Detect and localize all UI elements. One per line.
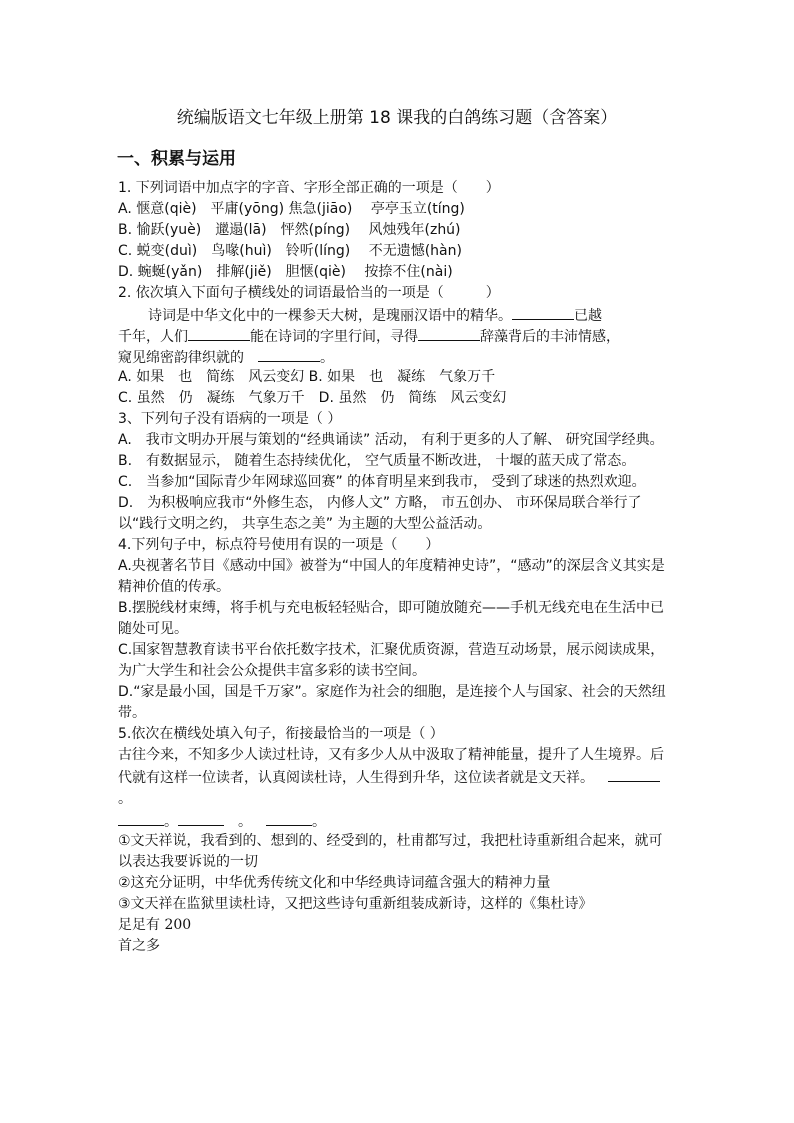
q2-stem: 2. 依次填入下面句子横线处的词语最恰当的一项是（ ） [118,285,500,301]
q5-blank-2 [118,810,164,826]
section-heading: 一、积累与运用 [117,149,236,169]
q3-option-b: B. 有数据显示， 随着生态持续优化， 空气质量不断改进， 十堰的蓝天成了常态。 [118,453,636,469]
q2-passage-text: 。 [320,350,334,366]
q1-option-c: C. 蜕变(duì) 鸟喙(huì) 铃听(líng) 不无遗憾(hàn) [118,243,462,259]
q1-option-a: A. 惬意(qiè) 平庸(yōng) 焦急(jiāo) 亭亭玉立(tíng) [118,201,465,217]
q2-blank-1 [512,304,574,320]
q2-blank-3 [418,325,480,341]
q2-passage-line-3 [118,346,676,367]
q5-blank-sep: 。 [164,814,178,830]
q5-blank-sep: 。 [312,814,326,830]
q2-blank-2 [188,325,250,341]
q1-option-d: D. 蜿蜒(yǎn) 排解(jiě) 胆惬(qiè) 按捺不住(nài) [118,264,453,280]
q4-option-a: A.央视著名节目《感动中国》被誉为“中国人的年度精神史诗”，“感动”的深层含义其实是精神价值的传承。 [118,558,665,595]
q1-stem: 1. 下列词语中加点字的字音、字形全部正确的一项是（ ） [118,180,500,196]
q5-passage-end: 。 [118,791,132,807]
q2-passage-text: 辞藻背后的丰沛情感， [480,329,620,345]
q3-option-a: A. 我市文明办开展与策划的“经典诵读” 活动， 有利于更多的人了解、 研究国学经典。 [118,432,664,448]
q4-option-b: B.摆脱线材束缚，将手机与充电板轻轻贴合，即可随放随充——手机无线充电在生活中已随处可见。 [118,600,665,637]
q2-passage-text: 已越 [574,308,602,324]
q5-passage-text: 古往今来，不知多少人读过杜诗，又有多少人从中汲取了精神能量，提升了人生境界。后代就有这样一位读者，认真阅读杜诗，人生得到升华，这位读者就是文天祥。 [118,747,664,786]
q3-option-d: D. 为积极响应我市“外修生态， 内修人文” 方略， 市五创办、 市环保局联合举行了以“践行文明之约， 共享生态之美” 为主题的大型公益活动。 [118,495,642,532]
q2-passage-line-1 [118,304,676,325]
q2-blank-4 [258,346,320,362]
q3-stem: 3、下列句子没有语病的一项是（ ） [118,411,342,427]
q5-stem: 5.依次在横线处填入句子，衔接最恰当的一项是（ ） [118,726,444,742]
q5-blank-1 [608,766,660,782]
q3-option-c: C. 当参加“国际青少年网球巡回赛” 的体育明星来到我市， 受到了球迷的热烈欢迎。 [118,474,646,490]
q5-sentence-3-cont: 足足有 200 [118,917,192,933]
document-body [118,178,676,957]
q2-passage-text: 窥见绵密韵律织就的 [118,350,244,366]
q4-stem: 4.下列句子中，标点符号使用有误的一项是（ ） [118,537,440,553]
q5-blank-row [118,810,676,831]
q4-option-c: C.国家智慧教育读书平台依托数字技术，汇聚优质资源，营造互动场景，展示阅读成果，为广大学生和社会公众提供丰富多彩的读书空间。 [118,642,665,679]
q5-blank-4 [266,810,312,826]
q5-sentence-3-end: 首之多 [118,938,160,954]
q1-option-b: B. 愉跃(yuè) 邋遢(lā) 怦然(píng) 风烛残年(zhú) [118,222,461,238]
document-title: 统编版语文七年级上册第 18 课我的白鸽练习题（含答案） [176,108,618,128]
q2-options-ab: A. 如果 也 简练 风云变幻 B. 如果 也 凝练 气象万千 [118,369,496,385]
q2-passage-text: 能在诗词的字里行间，寻得 [250,329,418,345]
q5-blank-sep: 。 [238,814,252,830]
q4-option-d: D.“家是最小国，国是千万家”。家庭作为社会的细胞，是连接个人与国家、社会的天然纽带。 [118,684,666,721]
q5-passage [118,745,676,810]
q2-passage-line-2 [118,325,676,346]
q5-blank-3 [178,810,224,826]
q5-sentence-2: ②这充分证明，中华优秀传统文化和中华经典诗词蕴含强大的精神力量 [118,875,551,891]
q5-sentence-3: ③文天祥在监狱里读杜诗，又把这些诗句重新组装成新诗，这样的《集杜诗》 [118,896,593,912]
q2-options-cd: C. 虽然 仍 凝练 气象万千 D. 虽然 仍 简练 风云变幻 [118,390,507,406]
q2-passage-text: 千年，人们 [118,329,188,345]
q5-sentence-1: ①文天祥说，我看到的、想到的、经受到的，杜甫都写过，我把杜诗重新组合起来，就可以表达我要诉说的一切 [118,833,663,870]
q2-passage-text: 诗词是中华文化中的一棵参天大树，是瑰丽汉语中的精华。 [148,308,512,324]
